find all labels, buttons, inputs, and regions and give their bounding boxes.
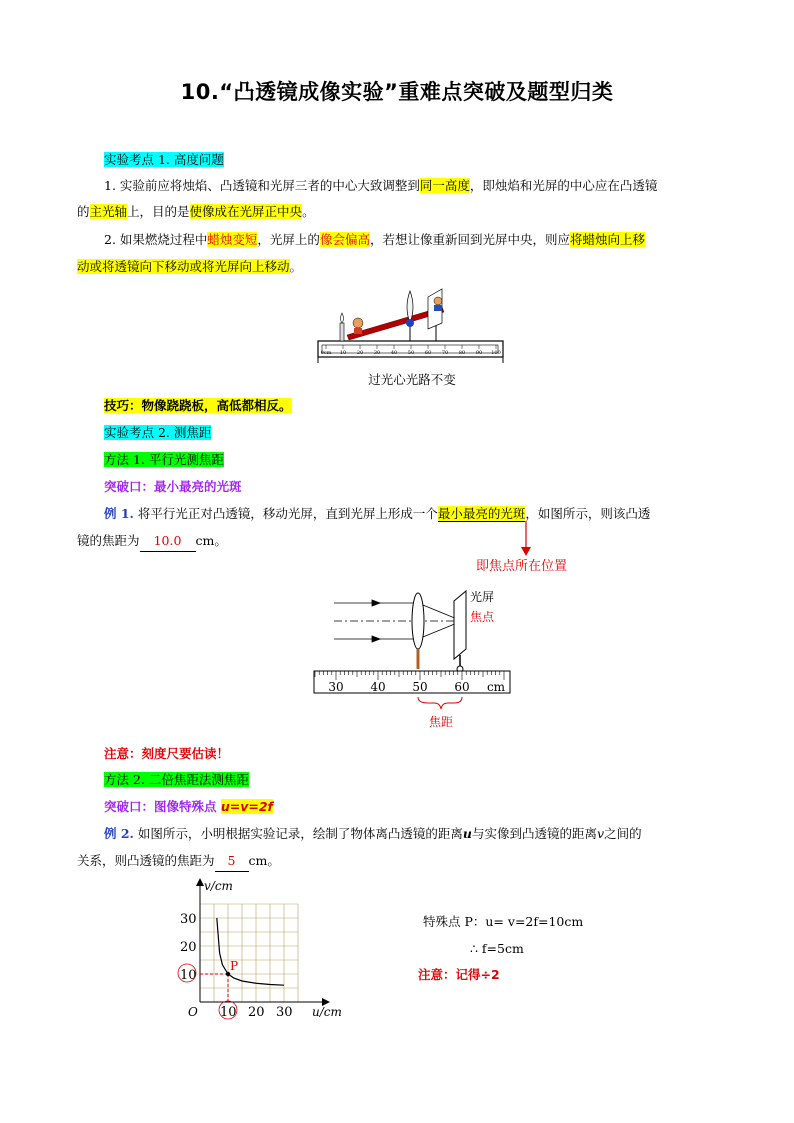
svg-text:70: 70 bbox=[441, 350, 449, 356]
example1-line2 bbox=[77, 531, 227, 552]
x-tick-label: 20 bbox=[248, 1005, 265, 1020]
section2-heading-text: 实验考点 2. 测焦距 bbox=[104, 425, 212, 440]
para2-hl-move-lens: 动或将透镜向下移动或将光屏向上移动 bbox=[77, 259, 290, 274]
tip-text: 技巧：物像跷跷板，高低都相反。 bbox=[104, 398, 292, 413]
example2-answer: 5 bbox=[215, 851, 249, 872]
example2-line2 bbox=[77, 851, 280, 872]
para1-line1 bbox=[104, 176, 657, 196]
focal-brace-label: 焦距 bbox=[428, 715, 454, 729]
example1-text-b: ，如图所示，则该凸透 bbox=[525, 506, 651, 521]
example2-text-a: 如图所示，小明根据实验记录，绘制了物体离凸透镜的距离 bbox=[137, 826, 463, 841]
parallel-light-figure bbox=[310, 583, 520, 733]
example2-label: 例 2. bbox=[104, 826, 134, 841]
ruler-unit: cm bbox=[486, 680, 506, 694]
para2-text-a: 2. 如果燃烧过程中 bbox=[104, 232, 208, 247]
screen-label: 光屏 bbox=[470, 590, 495, 604]
svg-text:50: 50 bbox=[407, 350, 415, 356]
para1-line2 bbox=[77, 202, 315, 222]
svg-text:30: 30 bbox=[373, 350, 381, 356]
para1-text-c: 的 bbox=[77, 204, 90, 219]
side-note-focal: ∴ f=5cm bbox=[470, 941, 524, 956]
example2-text-b: 与实像到凸透镜的距离 bbox=[472, 826, 598, 841]
convex-lens bbox=[412, 593, 424, 649]
para1-text-d: 上，目的是 bbox=[127, 204, 190, 219]
focus-arrow bbox=[518, 519, 534, 559]
svg-text:60: 60 bbox=[424, 350, 432, 356]
method2-heading bbox=[104, 770, 249, 790]
ruler-tick-60: 60 bbox=[454, 680, 470, 694]
graph-y-label: v/cm bbox=[204, 879, 233, 893]
svg-text:10: 10 bbox=[339, 350, 347, 356]
y-tick-label: 10 bbox=[180, 968, 197, 983]
page-title: 10.“凸透镜成像实验”重难点突破及题型归类 bbox=[180, 80, 614, 104]
example2-text-d: 关系，则凸透镜的焦距为 bbox=[77, 853, 215, 868]
focal-brace bbox=[418, 697, 462, 709]
svg-text:40: 40 bbox=[390, 350, 398, 356]
para1-hl-axis: 主光轴 bbox=[89, 204, 128, 219]
section1-heading-text: 实验考点 1. 高度问题 bbox=[104, 152, 224, 167]
para1-text-b: ，即烛焰和光屏的中心应在凸透镜 bbox=[469, 178, 658, 193]
example1-label: 例 1. bbox=[104, 506, 134, 521]
side-note-warning bbox=[418, 965, 500, 985]
focus-note: 即焦点所在位置 bbox=[476, 559, 568, 574]
ruler-tick-50: 50 bbox=[412, 680, 428, 694]
example1-text-d: cm。 bbox=[195, 533, 227, 548]
focus-label: 焦点 bbox=[470, 610, 495, 624]
example1-text-a: 将平行光正对凸透镜，移动光屏，直到光屏上形成一个 bbox=[137, 506, 438, 521]
uv-graph bbox=[170, 876, 360, 1026]
breakthrough1-line bbox=[104, 477, 242, 497]
point-p-label: P bbox=[230, 959, 239, 973]
note1-line bbox=[104, 744, 229, 764]
svg-text:100: 100 bbox=[491, 350, 501, 356]
para2-line2 bbox=[77, 257, 302, 277]
section2-heading bbox=[104, 423, 211, 443]
ruler-tick-30: 30 bbox=[328, 680, 344, 694]
example1-line1 bbox=[104, 504, 650, 524]
para1-text-e: 。 bbox=[302, 204, 315, 219]
breakthrough2-formula: u=v=2f bbox=[220, 799, 273, 814]
example2-text-e: cm。 bbox=[248, 853, 280, 868]
example2-text-c: 之间的 bbox=[604, 826, 642, 841]
y-tick-label: 30 bbox=[180, 912, 197, 927]
y-tick-label: 20 bbox=[180, 940, 197, 955]
breakthrough2-text: 突破口：图像特殊点 bbox=[104, 799, 221, 814]
graph-origin: O bbox=[188, 1005, 198, 1019]
note1-text: 注意：刻度尺要估读！ bbox=[104, 746, 230, 761]
para2-hl-image-high: 像会偏高 bbox=[319, 232, 370, 247]
example2-line1 bbox=[104, 824, 642, 844]
svg-text:0cm: 0cm bbox=[320, 350, 332, 356]
ruler-tick-40: 40 bbox=[370, 680, 386, 694]
example2-v: v bbox=[597, 826, 605, 841]
svg-text:20: 20 bbox=[356, 350, 364, 356]
para1-hl-purpose: 使像成在光屏正中央 bbox=[189, 204, 303, 219]
para2-text-d: 。 bbox=[289, 259, 303, 274]
light-screen bbox=[454, 591, 466, 659]
svg-text:90: 90 bbox=[475, 350, 483, 356]
para2-line1 bbox=[104, 230, 645, 250]
para2-text-b: ，光屏上的 bbox=[257, 232, 320, 247]
example1-text-c: 镜的焦距为 bbox=[77, 533, 140, 548]
para1-hl-same-height: 同一高度 bbox=[419, 178, 470, 193]
para1-text-a: 1. 实验前应将烛焰、凸透镜和光屏三者的中心大致调整到 bbox=[104, 178, 420, 193]
para2-text-c: ，若想让像重新回到光屏中央，则应 bbox=[369, 232, 570, 247]
tip-line bbox=[104, 396, 292, 416]
method2-text: 方法 2. 二倍焦距法测焦距 bbox=[104, 772, 249, 787]
optical-bench-figure bbox=[312, 283, 512, 388]
x-tick-label: 30 bbox=[276, 1005, 293, 1020]
example1-hl-spot: 最小最亮的光斑 bbox=[437, 506, 526, 521]
svg-text:80: 80 bbox=[458, 350, 466, 356]
side-note-warning-text: 注意：记得÷2 bbox=[418, 967, 500, 982]
candle bbox=[340, 323, 344, 341]
side-note-point: 特殊点 P：u= v=2f=10cm bbox=[423, 914, 584, 929]
para2-hl-move-candle: 将蜡烛向上移 bbox=[569, 232, 645, 247]
example2-u: u bbox=[462, 826, 472, 841]
graph-x-label: u/cm bbox=[312, 1005, 342, 1019]
figure1-caption: 过光心光路不变 bbox=[368, 372, 456, 387]
example1-answer: 10.0 bbox=[140, 531, 196, 552]
method1-text: 方法 1. 平行光测焦距 bbox=[104, 452, 224, 467]
breakthrough2-line bbox=[104, 797, 273, 817]
x-tick-label: 10 bbox=[220, 1005, 237, 1020]
breakthrough1-text: 突破口：最小最亮的光斑 bbox=[104, 479, 242, 494]
para2-hl-candle-short: 蜡烛变短 bbox=[207, 232, 258, 247]
method1-heading bbox=[104, 450, 224, 470]
flame-icon bbox=[341, 313, 344, 323]
section1-heading bbox=[104, 150, 224, 170]
